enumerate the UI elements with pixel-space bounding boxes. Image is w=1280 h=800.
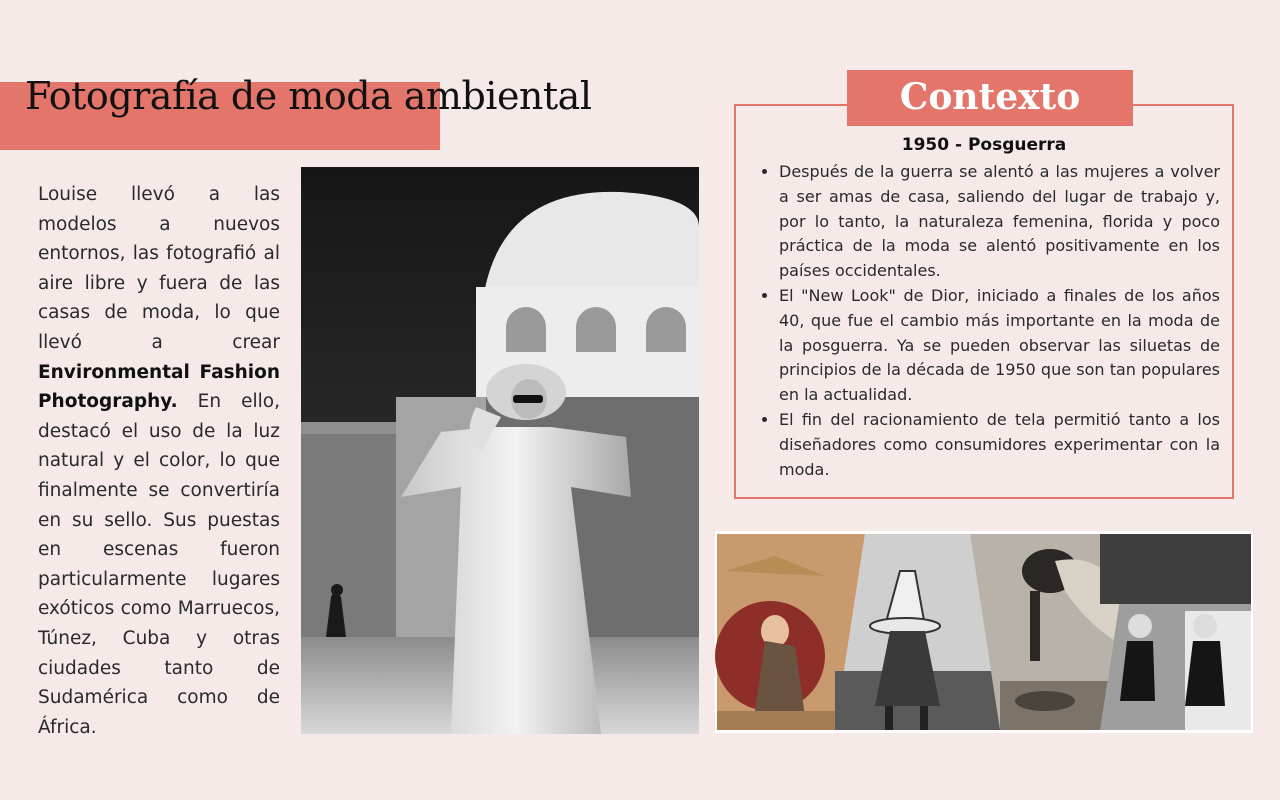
body-text-bold: Environmental Fashion Photography.	[38, 361, 280, 413]
photo-collage	[715, 531, 1253, 733]
main-photo	[301, 167, 699, 734]
body-paragraph	[38, 180, 280, 742]
context-bullet: • El fin del racionamiento de tela permitió tanto a los diseñadores como consumidores experimentar con la moda.	[779, 408, 1220, 482]
context-bullet: • El "New Look" de Dior, iniciado a finales de los años 40, que fue el cambio más importante en la moda de la posguerra. Ya se pueden observar las siluetas de principios de la década de 1950 que son tan populares en la actualidad.	[779, 284, 1220, 408]
context-bullet-list	[754, 160, 1220, 482]
body-text-intro: Louise llevó a las modelos a nuevos entornos, las fotografió al aire libre y fuera de las casas de moda, lo que llevó a crear	[38, 184, 280, 353]
context-heading: Contexto	[847, 70, 1133, 126]
page-title: Fotografía de moda ambiental	[25, 74, 592, 118]
context-subheading: 1950 - Posguerra	[901, 135, 1067, 155]
main-photo-image	[301, 167, 699, 734]
photo-collage-image	[715, 531, 1253, 733]
context-bullet: • Después de la guerra se alentó a las mujeres a volver a ser amas de casa, saliendo del lugar de trabajo y, por lo tanto, la naturaleza femenina, florida y poco práctica de la moda se alentó positivamente en los países occidentales.	[779, 160, 1220, 284]
body-text-rest: En ello, destacó el uso de la luz natural y el color, lo que finalmente se convertiría en su sello. Sus puestas en escenas fueron particularmente lugares exóticos como Marruecos, Túnez, Cuba y otras ciudades tanto de Sudamérica como de África.	[38, 391, 280, 738]
